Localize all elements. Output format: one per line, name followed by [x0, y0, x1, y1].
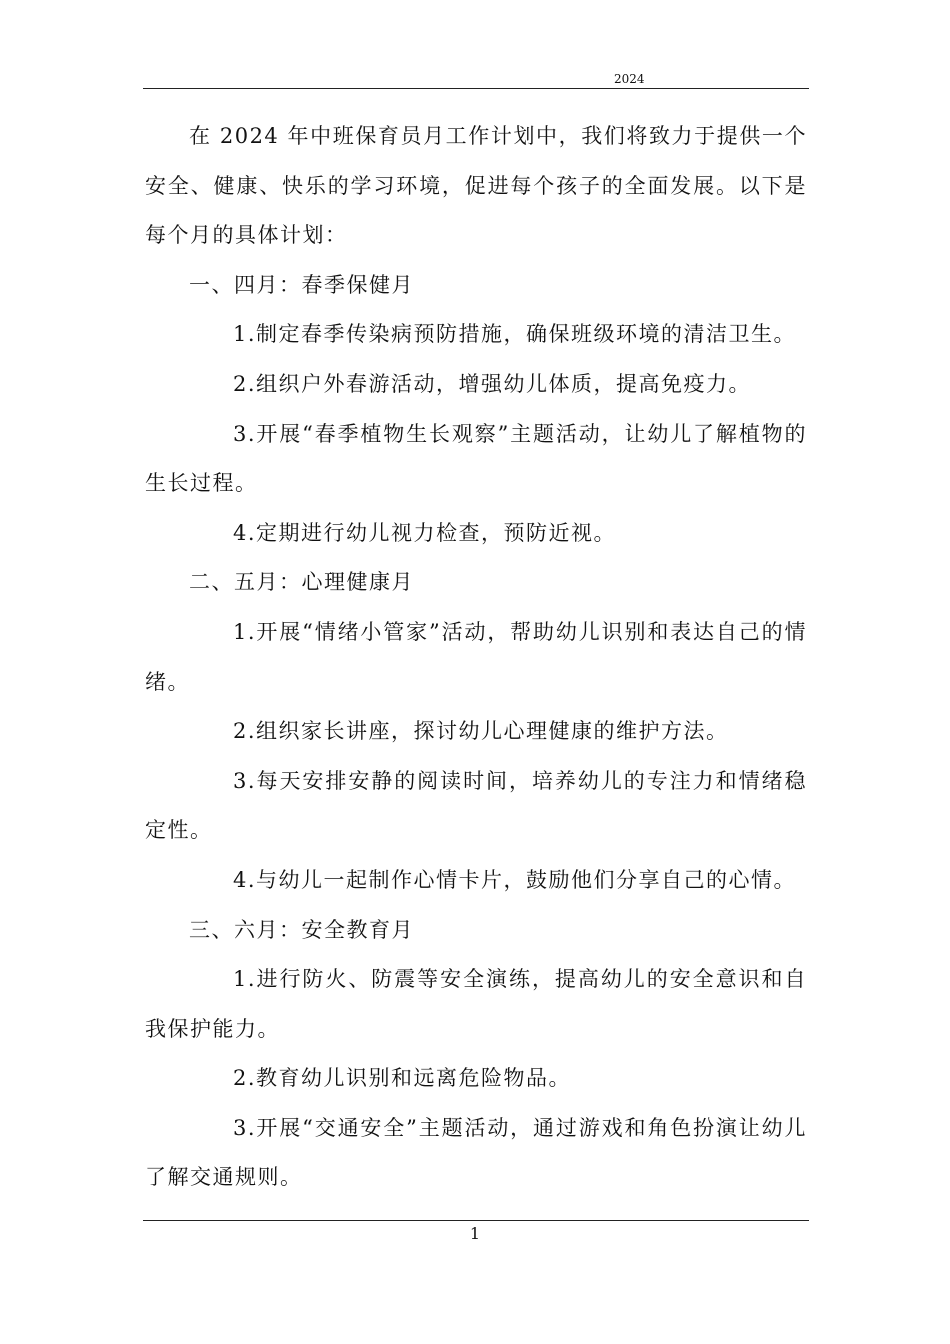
list-item: 2.组织家长讲座，探讨幼儿心理健康的维护方法。 — [233, 719, 729, 744]
document-body — [145, 112, 807, 1203]
header-rule — [143, 88, 809, 89]
section-heading-june: 三、六月：安全教育月 — [189, 917, 414, 942]
list-item: 4.定期进行幼儿视力检查，预防近视。 — [233, 520, 617, 545]
intro-paragraph: 在 2024 年中班保育员月工作计划中，我们将致力于提供一个安全、健康、快乐的学习环境，促进每个孩子的全面发展。以下是每个月的具体计划： — [145, 124, 807, 248]
list-item: 1.开展“情绪小管家”活动，帮助幼儿识别和表达自己的情绪。 — [145, 619, 807, 694]
list-item: 1.进行防火、防震等安全演练，提高幼儿的安全意识和自我保护能力。 — [145, 967, 807, 1041]
section-heading-april: 一、四月：春季保健月 — [189, 272, 414, 297]
list-item: 3.每天安排安静的阅读时间，培养幼儿的专注力和情绪稳定性。 — [145, 768, 807, 843]
page-number: 1 — [469, 1224, 481, 1243]
list-item: 3.开展“春季植物生长观察”主题活动，让幼儿了解植物的生长过程。 — [145, 421, 807, 496]
section-heading-may: 二、五月：心理健康月 — [189, 570, 414, 595]
list-item: 3.开展“交通安全”主题活动，通过游戏和角色扮演让幼儿了解交通规则。 — [145, 1115, 807, 1190]
list-item: 2.教育幼儿识别和远离危险物品。 — [233, 1066, 572, 1091]
list-item: 2.组织户外春游活动，增强幼儿体质，提高免疫力。 — [233, 371, 752, 396]
footer-rule — [143, 1220, 809, 1221]
list-item: 4.与幼儿一起制作心情卡片，鼓励他们分享自己的心情。 — [233, 867, 797, 892]
list-item: 1.制定春季传染病预防措施，确保班级环境的清洁卫生。 — [233, 322, 797, 347]
header-year: 2024 — [614, 72, 645, 86]
